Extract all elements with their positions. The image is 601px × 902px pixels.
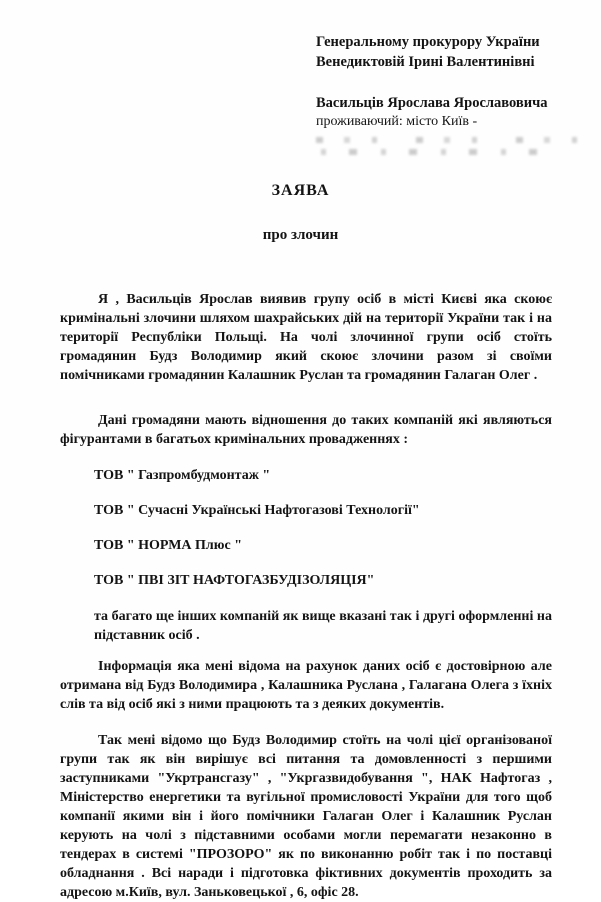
document-body bbox=[60, 290, 552, 902]
title-block bbox=[0, 181, 601, 245]
company-item: ТОВ " НОРМА Плюс " bbox=[94, 538, 242, 553]
paragraph-other-companies: та багато ще інших компаній як вище вказані так і другі оформленні на підставник осіб . bbox=[94, 609, 552, 643]
company-item: ТОВ " ПВІ ЗІТ НАФТОГАЗБУДІЗОЛЯЦІЯ" bbox=[94, 573, 375, 588]
paragraph-companies-intro: Дані громадяни мають відношення до таких компаній які являються фігурантами в багатьох кримінальних провадженнях : bbox=[60, 413, 552, 447]
applicant-block bbox=[316, 93, 591, 131]
recipient-title: Генеральному прокурору України bbox=[316, 34, 540, 50]
paragraph-intro: Я , Васильців Ярослав виявив групу осіб в місті Києві яка скоює кримінальні злочини шляхом шахрайських дій на території України так і на території Республіки Польщі. На чолі злочинної групи осіб стоїть громадянин Будз Володимир який скоює злочини разом зі своїми помічниками громадянин Калашник Руслан та громадянин Галаган Олег . bbox=[60, 292, 552, 383]
recipient-block bbox=[316, 32, 586, 72]
applicant-residence: проживаючий: місто Київ - bbox=[316, 114, 478, 129]
company-item: ТОВ " Сучасні Українські Нафтогазові Технології" bbox=[94, 503, 420, 518]
paragraph-details: Так мені відомо що Будз Володимир стоїть на чолі цієї організованої групи так як він вирішує всі питання та домовленності з першими заступниками "Укртрансгазу" , "Укргазвидобування ", НАК Нафтогаз , Міністерство енергетики та вугільної промисловості України для того щоб компанії якими він і його помічники Галаган Олег і Калашник Руслан керують на чолі з підставними особами могли перемагати незаконно в тендерах в системі "ПРОЗОРО" як по виконанню робіт так і по поставці обладнання . Всі наради і підготовка фіктивних документів проходить за адресою м.Київ, вул. Заньковецької , 6, офіс 28. bbox=[60, 733, 552, 900]
redacted-address-smudge bbox=[300, 137, 585, 143]
redacted-address-smudge bbox=[311, 149, 545, 155]
document-title: ЗАЯВА bbox=[271, 182, 330, 199]
document-subtitle: про злочин bbox=[262, 227, 339, 243]
company-item: ТОВ " Газпромбудмонтаж " bbox=[94, 468, 271, 483]
applicant-name: Васильців Ярослава Ярославовича bbox=[316, 95, 548, 111]
redacted-address-area bbox=[300, 137, 585, 155]
paragraph-information-source: Інформація яка мені відома на рахунок даних осіб є достовірною але отримана від Будз Володимира , Калашника Руслана , Галагана Олега з їхніх слів та від осіб які з ними працюють та з деяких документів. bbox=[60, 659, 552, 712]
recipient-name: Венедиктовій Ірині Валентинівні bbox=[316, 54, 535, 70]
